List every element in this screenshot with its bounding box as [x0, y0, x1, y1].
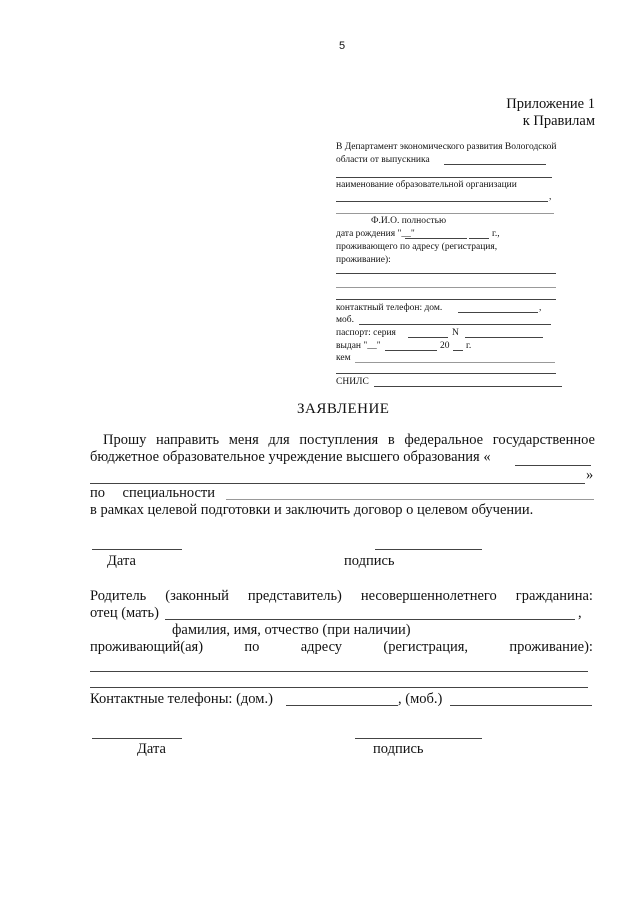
word: Прошу: [103, 432, 147, 448]
page-number: 5: [339, 40, 346, 52]
org-caption: наименование образовательной организации: [336, 180, 517, 190]
passport-series-label: паспорт: серия: [336, 328, 396, 338]
snils-label: СНИЛС: [336, 377, 369, 387]
graduate-name-field[interactable]: [444, 164, 546, 165]
word: проживающий(ая): [90, 639, 204, 655]
org-comma: ,: [549, 192, 552, 202]
passport-number-label: N: [452, 328, 459, 338]
father-mother-label: отец (мать): [90, 605, 159, 621]
parent-line-1: [90, 588, 593, 605]
word: адресу: [300, 639, 343, 655]
passport-number-field[interactable]: [465, 337, 543, 338]
request-line-1: [103, 432, 595, 449]
org-name-field[interactable]: [336, 201, 548, 202]
fio-field[interactable]: [336, 213, 554, 214]
birth-month-field[interactable]: [405, 238, 467, 239]
word: по: [244, 639, 260, 655]
word: направить: [156, 432, 220, 448]
signature-label-2: подпись: [373, 741, 424, 757]
signature-field-2[interactable]: [355, 738, 482, 739]
request-line-2: бюджетное образовательное учреждение высшего образования «: [90, 449, 491, 465]
signature-label-1: подпись: [344, 553, 395, 569]
word: для: [268, 432, 290, 448]
birth-year-suffix: г.,: [492, 229, 500, 239]
word: (регистрация,: [383, 639, 469, 655]
parent-phones-home-label: Контактные телефоны: (дом.): [90, 691, 273, 707]
address-field-3[interactable]: [336, 299, 556, 300]
date-field-1[interactable]: [92, 549, 182, 550]
address-field-1[interactable]: [336, 273, 556, 274]
recipient-line2: области от выпускника: [336, 155, 430, 165]
issued-month-field[interactable]: [385, 350, 437, 351]
passport-series-field[interactable]: [408, 337, 448, 338]
word: проживание):: [509, 639, 593, 655]
birth-label: дата рождения "__": [336, 229, 415, 239]
specialty-field[interactable]: [226, 499, 594, 500]
graduate-name-field-2[interactable]: [336, 177, 552, 178]
parent-residing-line: [90, 639, 593, 656]
document-title: ЗАЯВЛЕНИЕ: [297, 401, 390, 417]
specialty-label: [90, 485, 215, 502]
request-line-4: в рамках целевой подготовки и заключить договор о целевом обучении.: [90, 502, 534, 518]
word: представитель): [247, 588, 342, 604]
word: государственное: [492, 432, 595, 448]
parent-address-field-1[interactable]: [90, 671, 588, 672]
date-label-2: Дата: [137, 741, 166, 757]
word: несовершеннолетнего: [360, 588, 497, 604]
appendix-line1: Приложение 1: [506, 96, 595, 112]
birth-year-field[interactable]: [469, 238, 489, 239]
word: (законный: [165, 588, 229, 604]
phone-mob-field[interactable]: [359, 324, 551, 325]
parent-phone-mob-field[interactable]: [450, 705, 592, 706]
word: гражданина:: [515, 588, 593, 604]
recipient-line1: В Департамент экономического развития Вологодской: [336, 142, 557, 152]
residing-line2: проживание):: [336, 255, 391, 265]
word: федеральное: [404, 432, 484, 448]
fio-caption: Ф.И.О. полностью: [371, 216, 447, 226]
parent-phone-home-field[interactable]: [286, 705, 398, 706]
appendix-line2: к Правилам: [522, 113, 595, 129]
issued-suffix: г.: [466, 341, 472, 351]
word: меня: [228, 432, 259, 448]
parent-comma: ,: [578, 605, 582, 621]
word: Родитель: [90, 588, 147, 604]
signature-field-1[interactable]: [375, 549, 482, 550]
parent-phones-mob-label: , (моб.): [398, 691, 443, 707]
address-field-2[interactable]: [336, 287, 556, 288]
date-label-1: Дата: [107, 553, 136, 569]
word: поступления: [299, 432, 379, 448]
issued-by-label: кем: [336, 353, 351, 363]
parent-fio-field[interactable]: [165, 619, 575, 620]
issued-by-field-2[interactable]: [336, 373, 556, 374]
word: по: [90, 485, 106, 501]
snils-field[interactable]: [374, 386, 562, 387]
university-name-field-2[interactable]: [90, 483, 585, 484]
issued-label: выдан "__": [336, 341, 381, 351]
phone-home-label: контактный телефон: дом.: [336, 303, 443, 313]
residing-line1: проживающего по адресу (регистрация,: [336, 242, 498, 252]
university-name-field[interactable]: [515, 465, 591, 466]
phone-home-field[interactable]: [458, 312, 538, 313]
issued-year-field[interactable]: [453, 350, 463, 351]
parent-fio-caption: фамилия, имя, отчество (при наличии): [172, 622, 411, 638]
parent-address-field-2[interactable]: [90, 687, 588, 688]
word: специальности: [122, 485, 215, 501]
date-field-2[interactable]: [92, 738, 182, 739]
word: в: [387, 432, 395, 448]
issued-by-field[interactable]: [355, 362, 555, 363]
issued-year-prefix: 20: [440, 341, 450, 351]
phone-home-comma: ,: [539, 303, 542, 313]
phone-mob-label: моб.: [336, 315, 354, 325]
close-quote: »: [586, 467, 594, 483]
